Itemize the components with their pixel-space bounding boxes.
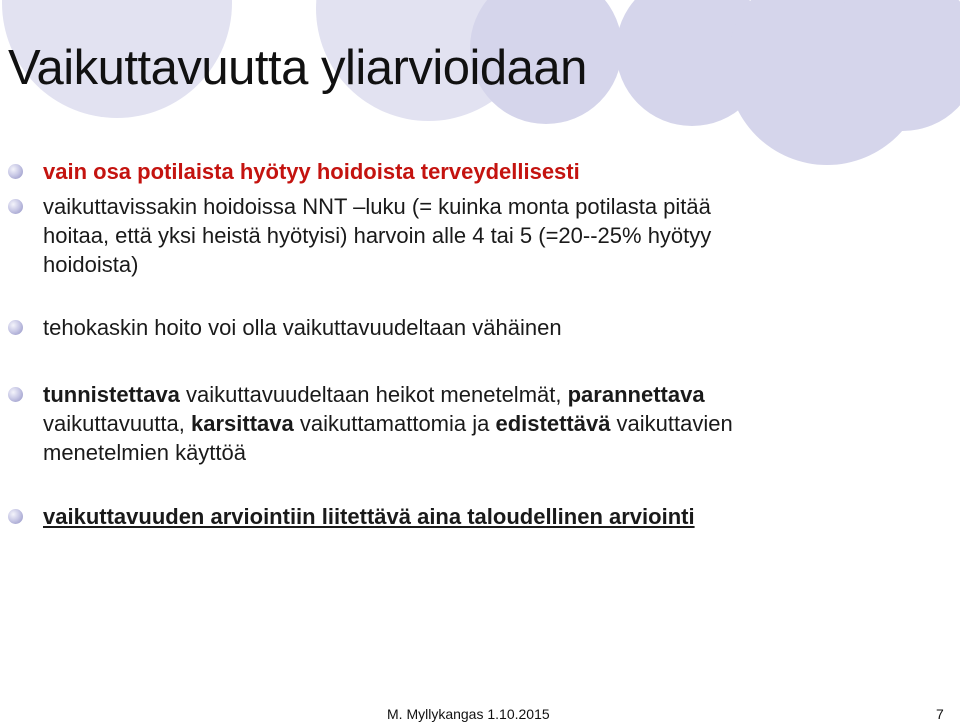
- keyword-karsittava: karsittava: [190, 411, 294, 436]
- bullet-text: tehokaskin hoito voi olla vaikuttavuudeltaan vähäinen: [43, 315, 562, 340]
- bullet-line: [43, 410, 733, 437]
- keyword-tunnistettava: tunnistettava: [43, 382, 180, 407]
- bullet-segment: vaikuttavuutta,: [43, 411, 191, 436]
- bullet-segment: vaikuttamattomia ja: [293, 411, 496, 436]
- bullet-line: hoitaa, että yksi heistä hyötyisi) harvoin alle 4 tai 5 (=20--25% hyötyy: [43, 223, 712, 248]
- bullet-segment: vaikuttavien: [610, 411, 733, 436]
- bullet-icon: [8, 164, 23, 179]
- bullet-text: vain osa potilaista hyötyy hoidoista terveydellisesti: [43, 159, 580, 184]
- keyword-edistettava: edistettävä: [495, 411, 611, 436]
- slide-title: Vaikuttavuutta yliarvioidaan: [8, 41, 587, 95]
- footer-author-date: M. Myllykangas 1.10.2015: [387, 706, 550, 722]
- bullet-icon: [8, 509, 23, 524]
- keyword-parannettava: parannettava: [567, 382, 705, 407]
- bullet-icon: [8, 199, 23, 214]
- bullet-icon: [8, 320, 23, 335]
- footer-page-number: 7: [936, 706, 944, 722]
- bullet-line: vaikuttavissakin hoidoissa NNT –luku (= kuinka monta potilasta pitää: [43, 194, 711, 219]
- bullet-line: hoidoista): [43, 252, 139, 277]
- bullet-line: [43, 381, 705, 408]
- bullet-segment: vaikuttavuudeltaan heikot menetelmät,: [179, 382, 568, 407]
- bullet-line: menetelmien käyttöä: [43, 440, 246, 465]
- bullet-icon: [8, 387, 23, 402]
- bullet-text: vaikuttavuuden arviointiin liitettävä aina taloudellinen arviointi: [43, 504, 695, 529]
